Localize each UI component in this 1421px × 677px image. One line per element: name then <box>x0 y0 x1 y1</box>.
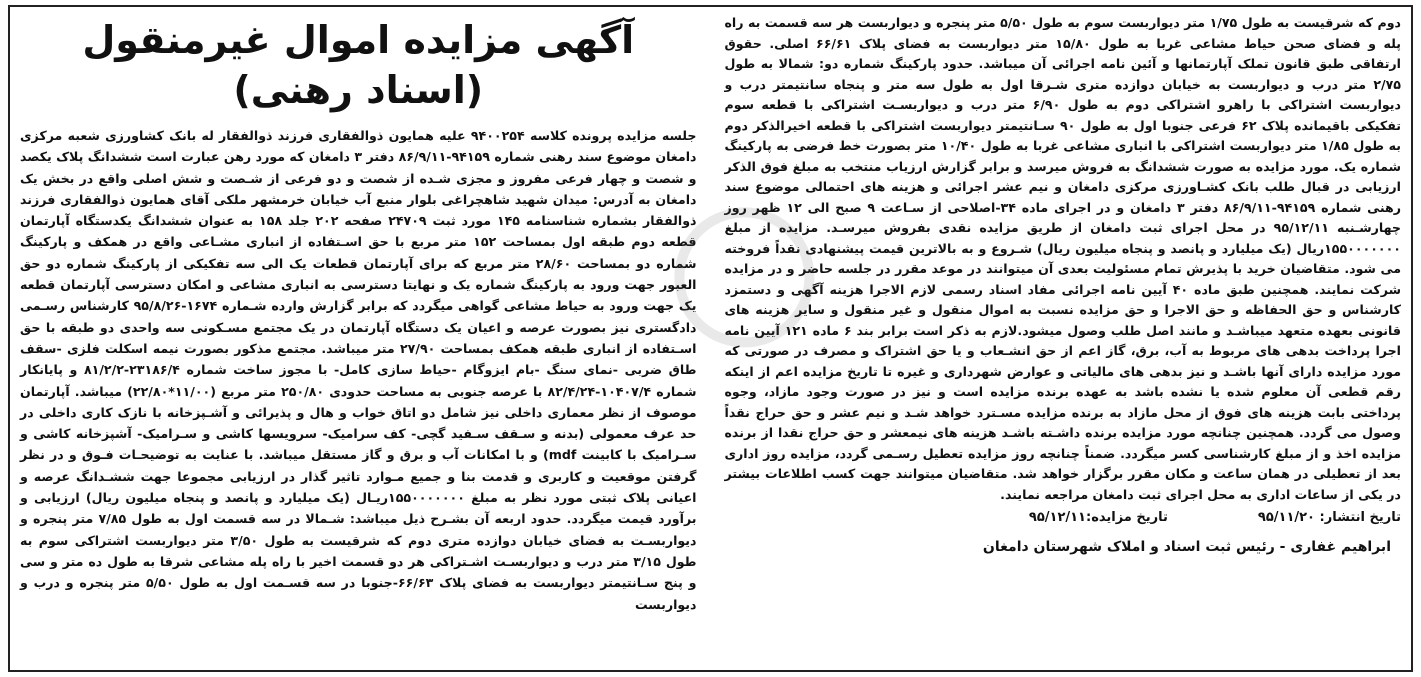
dates-row <box>725 507 1402 529</box>
notice-frame <box>8 5 1413 672</box>
right-column <box>10 7 711 670</box>
signature-line: ابراهیم غفاری - رئیس ثبت اسناد و املاک شهرستان دامغان <box>982 539 1391 555</box>
publish-date: تاریخ انتشار: ۹۵/۱۱/۲۰ <box>1257 510 1401 525</box>
left-column <box>711 7 1412 670</box>
auction-date: تاریخ مزایده:۹۵/۱۲/۱۱ <box>1028 510 1168 525</box>
right-column-text: جلسه مزایده پرونده کلاسه ۹۴۰۰۲۵۴ علیه همایون ذوالفقاری فرزند ذوالفقار له بانک کشاورزی شعبه مرکزی دامغان موضوع سند رهنی شماره ۹۴۱۵۹-۸۶/۹/۱۱ دفتر ۳ دامغان که مورد رهن عبارت است ششدانگ پلاک یکصد و شصت و چهار فرعی مفروز و مجزی شـده از شصت و دو فرعی از شـصت و شش اصلی واقع در بخش یک دامغان به آدرس: میدان شهید شاهچراغی بلوار منبع آب خیابان خرمشهر ملکی آقای همایون ذوالفقاری فرزند ذوالفقار بشماره شناسنامه ۱۴۵ مورد ثبت ۲۴۷۰۹ صفحه ۲۰۲ جلد ۱۵۸ به عنوان ششدانگ یکدستگاه آپارتمان قطعه دوم طبقه اول بمساحت ۱۵۲ متر مربع با حق اسـتفاده از انباری مشـاعی واقع در همکف و پارکینگ شماره دو بمساحت ۲۸/۶۰ متر مربع که برای آپارتمان قطعات یک الی سه تفکیکی از پارکینگ شماره دو حق العبور جهت ورود به پارکینگ شماره یک و نهایتا دسترسی به انباری مشاعی و امکان دسترسی آپارتمان قطعه یک جهت ورود به حیاط مشاعی گواهی میگردد که برابر گزارش وارده شـماره ۱۶۷۴-۹۵/۸/۲۶ کارشناس رسـمی دادگستری نیز بصورت عرصه و اعیان یک دستگاه آپارتمان در یک مجتمع مسـکونی سه واحدی دو طبقه با حق اسـتفاده از انباری طبقه همکف بمساحت ۲۷/۹۰ متر میباشد. مجتمع مذکور بصورت نیمه اسکلت فلزی -سقف طاق ضربی -نمای سنگ -بام ایزوگام -حیاط سازی کامل- با مجوز ساخت شماره ۲۳۱۸۶/۴-۸۱/۲/۲ و پایانکار شماره ۱۰۴۰۷/۴-۸۲/۴/۲۴ با عرصه جنوبی به مساحت حدودی ۲۵۰/۸۰ متر مربع (۱۱/۰۰*۲۲/۸۰) میباشد. آپارتمان موصوف از نظر معماری داخلی نیز شامل دو اتاق خواب و هال و پذیرائی و آشـپزخانه با نازک کاری داخلی در حد عرف معمولی (بدنه و سـقف سـفید گچی- کف سرامیک- سرویسها کاشی و سـرامیک- آشپزخانه کاشی و سـرامیک با کابینت mdf) و با امکانات آب و برق و گاز مستقل میباشد. با عنایت به توضیحـات فـوق و در نظر گرفتن موقعیت و کاربری و قدمت بنا و جمیع مـوارد تاثیر گذار در ارزیابی مجموعا جهت ششـدانگ عرصه و اعیانی پلاک ثبتی مورد نظر به مبلغ ۱۵۵۰۰۰۰۰۰۰ریـال (یک میلیارد و پانصد و پنجاه میلیون ریال) ارزیابی و برآورد قیمت میگردد. حدود اربعه آن بشـرح ذیل میباشد: شـمالا در سه قسمت اول به طول ۷/۸۵ متر پنجره و دیواربسـت به فضای خیابان دوازده متری دوم که شرقیست به طول ۳/۵۰ متر دیواربست اشتراکی سوم به طول ۳/۱۵ متر درب و دیواربسـت اشـتراکی هر دو قسمت اخیر با راه پله مشاعی شرقا به طول ده متر و سی و پنج سـانتیمتر دیواربست به فضای پلاک ۶۶/۶۳-جنوبا در سه قسـمت اول به طول ۵/۵۰ متر پنجره و درب و دیواربست <box>20 128 697 612</box>
notice-title: آگهی مزایده اموال غیرمنقول (اسناد رهنی) <box>82 18 635 112</box>
left-column-text: دوم که شرقیست به طول ۱/۷۵ متر دیواربست سوم به طول ۵/۵۰ متر پنجره و دیواربست هر سه قسمت به راه پله و فضای صحن حیاط مشاعی غربا به طول ۱۵/۸۰ متر دیواربست به فضای پلاک ۶۶/۶۱ اصلی. حقوق ارتفاقی طبق قانون تملک آپارتمانها و آئین نامه اجرائی آن میباشد. حدود پارکینگ شماره دو: شمالا به طول ۲/۷۵ متر درب و دیواربست به خیابان دوازده متری شـرقا اول به طول سه متر و پنجاه سانتیمتر درب و دیواربست اشتراکی با راهرو اشتراکی دوم به طول ۶/۹۰ متر درب و دیواربسـت اشتراکی با قطعه سوم تفکیکی باقیمانده پلاک ۶۲ فرعی جنوبا اول به طول ۹۰ سـانتیمتر دیواربست اشتراکی با قطعه اخیرالذکر دوم به طول ۱/۸۵ متر دیواربست اشتراکی با انباری مشاعی غربا به طول ۱۰/۴۰ متر بصورت خط فرضی به پارکینگ شماره یک. مورد مزایده به صورت ششدانگ به فروش میرسد و برابر گزارش ارزیاب منتخب به مبلغ فوق الذکر ارزیابی در قبال طلب بانک کشـاورزی مرکزی دامغان و نیم عشر اجرائی و هزینه های احتمالی موضوع سند رهنی شماره ۹۴۱۵۹-۸۶/۹/۱۱ دفتر ۳ دامغان و در اجرای ماده ۳۴-اصلاحی از سـاعت ۹ صبح الی ۱۲ ظهر روز چهارشـنبه ۹۵/۱۲/۱۱ در محل اجرای ثبت دامغان از طریق مزایده نقدی بفروش میرسـد. مزایده از مبلغ ۱۵۵۰۰۰۰۰۰۰ریال (یک میلیارد و پانصد و پنجاه میلیون ریال) شـروع و به بالاترین قیمت پیشنهادی نقداً فروخته می شود. متقاضیان خرید با پذیرش تمام مسئولیت بعدی آن میتوانند در موعد مقرر در جلسه حاضر و در مزایده شرکت نمایند. همچنین طبق ماده ۴۰ آیین نامه اجرائی مفاد اسناد رسمی لازم الاجرا هزینه آگهی و دستمزد کارشناس و حق الحفاظه و حق الاجرا و حق مزایده نسبت به اموال منقول و غیر منقول و سایر هزینه های قانونی بعهده متعهد میباشـد و مانند اصل طلب وصول میشود.لازم به ذکر است برابر بند ۶ ماده ۱۲۱ آیین نامه اجرا پرداخت بدهی های مربوط به آب، برق، گاز اعم از حق انشـعاب و یا حق اشتراک و مصرف در صورتی که مورد مزایده دارای آنها باشـد و نیز بدهی های مالیاتی و عوارض شهرداری و غیره تا تاریخ مزایده اعم از اینکه رقم قطعی آن معلوم شده یا نشده باشد به عهده برنده مزایده است و نیز در صورت وجود مازاد، وجوه پرداختی بابت هزینه های فوق از محل مازاد به برنده مزایده مسـترد خواهد شـد و نیم عشر و حق حراج نقداً وصول می گردد. همچنین چنانچه مورد مزایده برنده داشـته باشـد هزینه های نیمعشر و حق حراج نقدا از برنده مزایده اخذ و از مبلغ کارشناسی کسر میگردد. ضمناً چنانچه روز مزایده تعطیل رسـمی گردد، مزایده روز اداری بعد از تعطیلی در همان ساعت و مکان مقرر برگزار خواهد شد. متقاضیان میتوانند جهت کسب اطلاعات بیشتر در یکی از ساعات اداری به محل اجرای ثبت دامغان مراجعه نمایند. <box>724 15 1401 502</box>
